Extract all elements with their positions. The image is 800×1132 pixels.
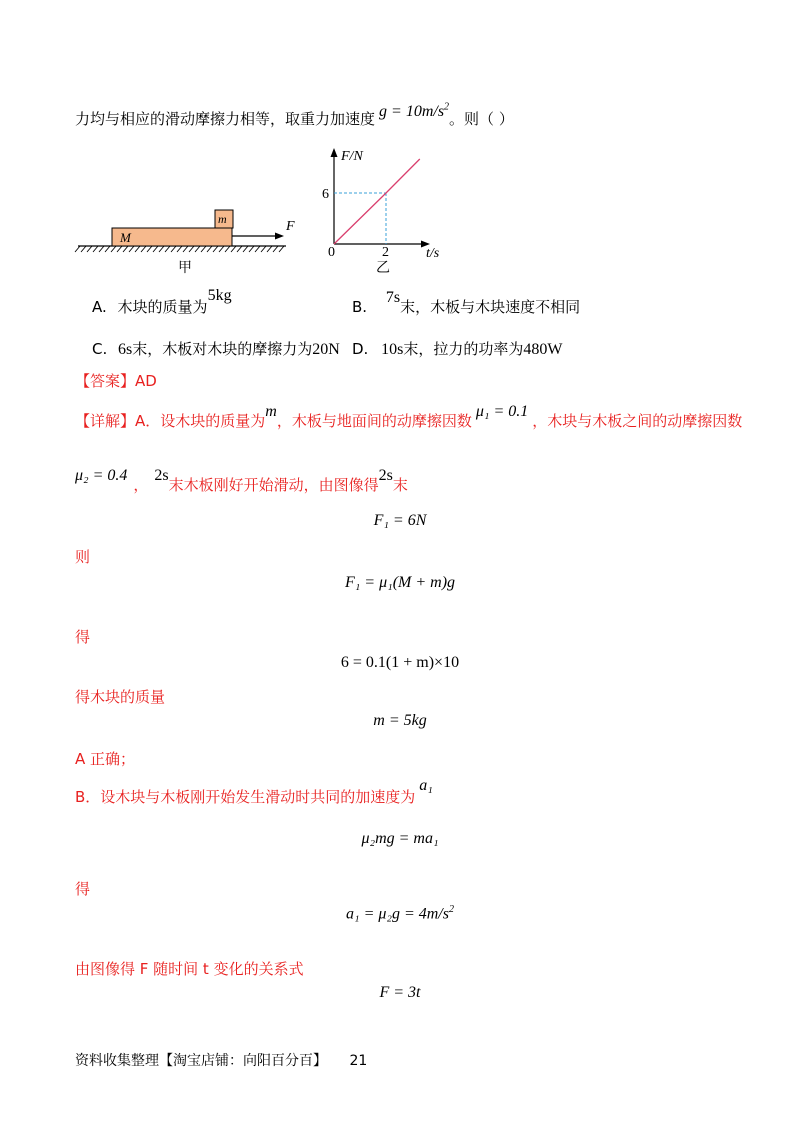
y-axis-arrowhead [331,148,338,157]
time-2s-again: 2s [378,467,393,484]
mu1-value: μ₁ = 0.1 [475,403,529,420]
ground-hatch [219,246,224,252]
option-a-value: 5kg [207,287,232,304]
caption-right: 乙 [376,261,390,276]
ground-hatch [273,246,278,252]
page-number: 21 [349,1053,368,1069]
ground-hatch [93,246,98,252]
option-a-text: 木块的质量为 [117,298,208,316]
ground-hatch [159,246,164,252]
ground-hatch [129,246,134,252]
block-m-label: m [218,212,227,226]
option-b [352,289,581,317]
figure-left [75,210,295,276]
text-relation: 由图像得 F 随时间 t 变化的关系式 [75,960,304,978]
option-d-value2: 480W [523,341,563,358]
ground-hatch [165,246,170,252]
answer: 【答案】AD [75,372,157,390]
ground-hatch [117,246,122,252]
ground-hatch [177,246,182,252]
option-c-label: C. [92,340,108,358]
series-line [334,159,420,244]
ground-hatch [75,246,80,252]
board-M-label: M [120,230,131,245]
option-c-value2: 20N [312,341,340,358]
option-d-text: 末，拉力的功率为 [403,340,524,358]
ground-hatch [249,246,254,252]
option-b-value: 7s [385,289,401,306]
option-b-label: B. [352,298,368,316]
footer-text: 资料收集整理【淘宝店铺：向阳百分百】 [75,1053,327,1069]
option-a-label: A. [92,298,107,316]
g-formula: $g = 10m/s^2$ [379,101,450,120]
text-get-1: 得 [75,628,91,646]
equation-6: $a_1 = \mu_2g = 4m/s^2$ [346,904,454,923]
figure-right-chart [322,148,440,276]
ground-hatch [255,246,260,252]
figure [70,140,450,280]
var-m: m [265,403,277,420]
ground-hatch [231,246,236,252]
detail-line-1: 【详解】A．设木块的质量为m，木板与地面间的动摩擦因数μ₁ = 0.1，木块与木板之间的动摩擦因数 [75,403,743,430]
option-d-value1: 10s [381,341,404,358]
y-tick-label: 6 [322,187,329,202]
ground-hatch [279,246,284,252]
option-b-text: 末，木板与木块速度不相同 [400,298,581,316]
text-get-mass: 得木块的质量 [75,688,166,706]
option-c-value1: 6s [118,341,133,358]
text-then: 则 [75,548,91,566]
ground-hatch [243,246,248,252]
mu2-value: μ₂ = 0.4 [75,467,128,484]
ground-hatch [195,246,200,252]
ground-hatch [183,246,188,252]
x-tick-label: 2 [382,245,389,260]
text-get-2: 得 [75,880,91,898]
intro-tail: 。则（ ） [449,110,514,128]
ground-hatch [153,246,158,252]
force-label: F [286,219,295,234]
equation-2: F₁ = μ₁(M + m)g [344,574,456,591]
ground-hatch [225,246,230,252]
ground-hatch [171,246,176,252]
ground-hatch [111,246,116,252]
ground-hatch [207,246,212,252]
ground-hatch [201,246,206,252]
var-a1: a₁ [419,777,433,794]
caption-left: 甲 [178,261,192,276]
y-axis-label: F/N [341,149,363,164]
option-a [92,287,232,317]
ground-hatch [261,246,266,252]
ground-hatch [81,246,86,252]
force-arrowhead [275,233,284,240]
time-2s: 2s [154,467,169,484]
footer [75,1050,367,1070]
intro-text: 力均与相应的滑动摩擦力相等，取重力加速度 [75,110,376,128]
text-a-correct: A 正确； [75,750,136,768]
ground-hatch [189,246,194,252]
ground-hatch [213,246,218,252]
ground-hatch [99,246,104,252]
equation-1: F₁ = 6N [373,512,427,529]
equation-7: F = 3t [379,984,421,1001]
x-axis-label: t/s [426,246,440,261]
ground-hatch [105,246,110,252]
option-c-text: 末，木板对木块的摩擦力为 [132,340,313,358]
option-d [352,338,562,359]
ground-hatch [237,246,242,252]
ground-hatch [135,246,140,252]
ground-hatch [267,246,272,252]
origin-label: 0 [328,245,335,260]
text-b-line: B．设木块与木板刚开始发生滑动时共同的加速度为a₁ [75,777,433,806]
equation-4: m = 5kg [373,712,427,729]
option-d-label: D. [352,340,369,358]
option-c [92,338,340,359]
intro-line [75,101,514,129]
ground-hatch [87,246,92,252]
ground-hatch [123,246,128,252]
equation-3: 6 = 0.1(1 + m)×10 [340,654,460,671]
equation-5: μ₂mg = ma₁ [361,830,439,847]
detail-line-2: μ₂ = 0.4，2s末木板刚好开始滑动，由图像得2s末 [75,467,408,494]
ground-hatch [147,246,152,252]
ground-hatch [141,246,146,252]
